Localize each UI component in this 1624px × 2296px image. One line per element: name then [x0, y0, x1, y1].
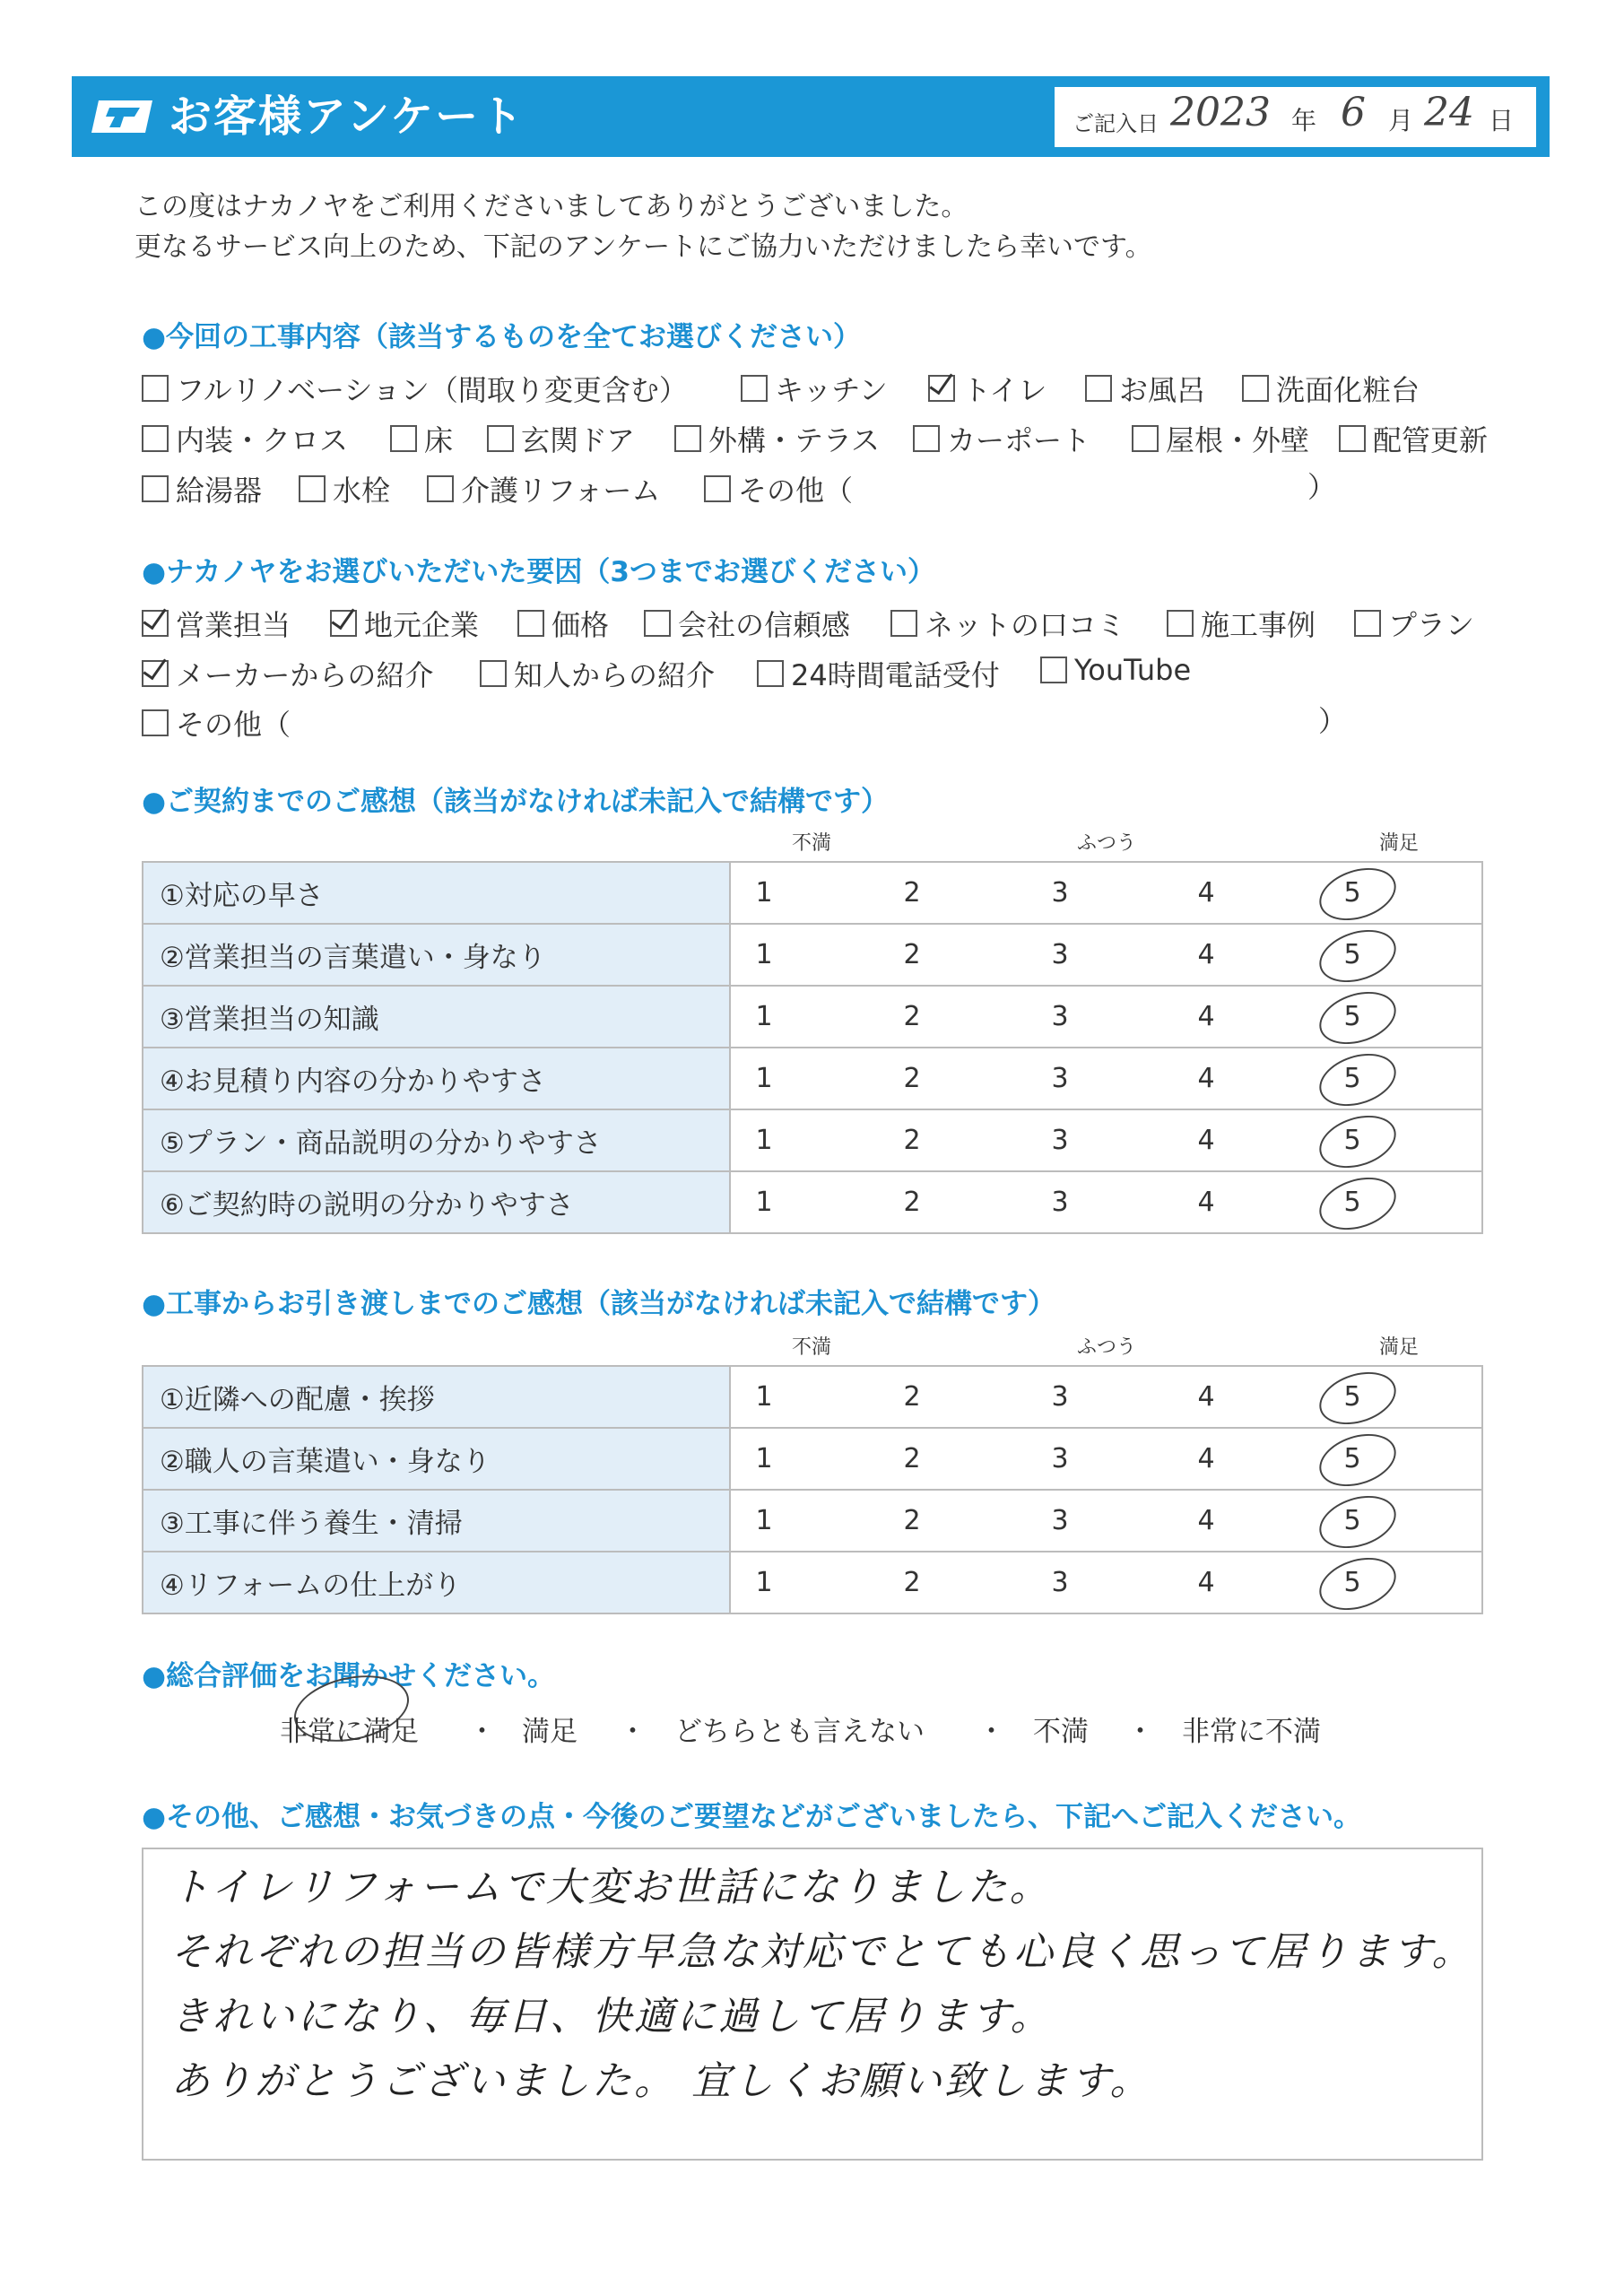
checkbox[interactable] [890, 610, 917, 637]
rating-option-4[interactable]: 4 [1197, 1001, 1215, 1032]
rating-option-2[interactable]: 2 [903, 1381, 921, 1413]
overall-option-very-satisfied[interactable]: 非常に満足 [280, 1716, 419, 1748]
rating-option-1[interactable]: 1 [755, 939, 773, 970]
rating-option-4[interactable]: 4 [1197, 1063, 1215, 1094]
reason-option-24h-phone[interactable]: 24時間電話受付 [757, 653, 1000, 694]
checkbox[interactable] [757, 660, 784, 687]
reason-section-title: ●ナカノヤをお選びいただいた要因（3つまでお選びください） [142, 556, 935, 588]
checkbox-checked[interactable] [142, 660, 169, 687]
checkbox[interactable] [142, 709, 169, 736]
checkbox[interactable] [1040, 657, 1067, 683]
date-day[interactable]: 24 [1424, 90, 1474, 135]
checkbox[interactable] [142, 375, 169, 402]
checkbox[interactable] [390, 425, 417, 452]
checkbox[interactable] [427, 475, 454, 502]
rating-option-5[interactable]: 5 [1343, 1443, 1361, 1474]
date-year[interactable]: 2023 [1170, 90, 1271, 135]
rating-row [143, 1110, 1481, 1172]
rating-question: ②営業担当の言葉遣い・身なり [143, 925, 731, 985]
checkbox[interactable] [644, 610, 671, 637]
overall-option-dissatisfied[interactable]: 不満 [1033, 1716, 1089, 1748]
rating-option-5[interactable]: 5 [1343, 1063, 1361, 1094]
rating-row [143, 987, 1481, 1048]
scale-mid-label: ふつう [1077, 832, 1137, 855]
rating-question: ②職人の言葉遣い・身なり [143, 1429, 731, 1489]
checkbox[interactable] [741, 375, 768, 402]
rating-question: ③工事に伴う養生・清掃 [143, 1491, 731, 1551]
rating-option-4[interactable]: 4 [1197, 877, 1215, 909]
rating-option-3[interactable]: 3 [1051, 1063, 1069, 1094]
rating-row [143, 1429, 1481, 1491]
rating-option-1[interactable]: 1 [755, 1505, 773, 1536]
rating-option-3[interactable]: 3 [1051, 1125, 1069, 1156]
work-option-exterior[interactable]: 外構・テラス [674, 418, 880, 459]
contract-section-title: ●ご契約までのご感想（該当がなければ未記入で結構です） [142, 786, 890, 818]
rating-option-3[interactable]: 3 [1051, 1001, 1069, 1032]
checkbox[interactable] [704, 475, 731, 502]
checkbox-checked[interactable] [142, 610, 169, 637]
checkbox[interactable] [1085, 375, 1112, 402]
checkbox[interactable] [913, 425, 940, 452]
rating-option-5[interactable]: 5 [1343, 939, 1361, 970]
rating-option-4[interactable]: 4 [1197, 1187, 1215, 1218]
work-option-entrance-door[interactable]: 玄関ドア [487, 418, 635, 459]
reason-option-youtube[interactable]: YouTube [1040, 653, 1191, 687]
comment-line-3: きれいになり、毎日、快適に過して居ります。 [170, 1994, 1053, 2039]
day-unit: 日 [1489, 106, 1515, 135]
rating-option-4[interactable]: 4 [1197, 939, 1215, 970]
comment-line-4: ありがとうございました。 宜しくお願い致します。 [170, 2058, 1152, 2104]
page-title: お客様アンケート [169, 91, 525, 142]
overall-option-neutral[interactable]: どちらとも言えない [674, 1716, 925, 1748]
rating-option-3[interactable]: 3 [1051, 1443, 1069, 1474]
rating-option-5[interactable]: 5 [1343, 1505, 1361, 1536]
rating-option-3[interactable]: 3 [1051, 1505, 1069, 1536]
rating-option-2[interactable]: 2 [903, 1063, 921, 1094]
rating-option-2[interactable]: 2 [903, 1443, 921, 1474]
checkbox[interactable] [1354, 610, 1381, 637]
rating-option-2[interactable]: 2 [903, 939, 921, 970]
reason-option-local-company[interactable]: 地元企業 [330, 603, 479, 644]
contract-rating-table [142, 861, 1483, 1234]
rating-option-1[interactable]: 1 [755, 877, 773, 909]
work-option-other[interactable]: その他（ [704, 468, 853, 509]
work-option-care-reform[interactable]: 介護リフォーム [427, 468, 660, 509]
rating-row [143, 1552, 1481, 1613]
rating-option-3[interactable]: 3 [1051, 1187, 1069, 1218]
work-option-floor[interactable]: 床 [390, 418, 453, 459]
rating-option-4[interactable]: 4 [1197, 1443, 1215, 1474]
rating-option-1[interactable]: 1 [755, 1187, 773, 1218]
rating-question: ①近隣への配慮・挨拶 [143, 1367, 731, 1427]
rating-row [143, 1048, 1481, 1110]
rating-option-4[interactable]: 4 [1197, 1567, 1215, 1598]
checkbox-checked[interactable] [330, 610, 357, 637]
rating-option-1[interactable]: 1 [755, 1125, 773, 1156]
rating-option-2[interactable]: 2 [903, 1567, 921, 1598]
rating-option-5[interactable]: 5 [1343, 1125, 1361, 1156]
year-unit: 年 [1291, 106, 1317, 135]
work-option-bath[interactable]: お風呂 [1085, 368, 1205, 409]
rating-option-4[interactable]: 4 [1197, 1381, 1215, 1413]
reason-option-sales-rep[interactable]: 営業担当 [142, 603, 291, 644]
rating-option-2[interactable]: 2 [903, 1187, 921, 1218]
scale-high-label: 満足 [1379, 832, 1420, 855]
intro-line-1: この度はナカノヤをご利用くださいましてありがとうございました。 [135, 191, 968, 222]
reason-option-other[interactable]: その他（ [142, 702, 291, 744]
rating-question: ④お見積り内容の分かりやすさ [143, 1048, 731, 1109]
rating-option-5[interactable]: 5 [1343, 1187, 1361, 1218]
comments-section-title: ●その他、ご感想・お気づきの点・今後のご要望などがございましたら、下記へご記入ください。 [142, 1801, 1362, 1833]
rating-question: ⑤プラン・商品説明の分かりやすさ [143, 1110, 731, 1170]
rating-option-2[interactable]: 2 [903, 1125, 921, 1156]
scale-low-label: 不満 [792, 1336, 832, 1359]
checkbox[interactable] [1167, 610, 1194, 637]
separator: ・ [619, 1716, 647, 1748]
company-logo-icon [90, 97, 154, 136]
work-option-roof-wall[interactable]: 屋根・外壁 [1132, 418, 1309, 459]
work-option-full-renovation[interactable]: フルリノベーション（間取り変更含む） [142, 368, 688, 409]
checkbox[interactable] [487, 425, 514, 452]
reason-option-plan[interactable]: プラン [1354, 603, 1474, 644]
rating-option-1[interactable]: 1 [755, 1063, 773, 1094]
intro-line-2: 更なるサービス向上のため、下記のアンケートにご協力いただけましたら幸いです。 [135, 231, 1152, 263]
checkbox[interactable] [517, 610, 544, 637]
rating-question: ①対応の早さ [143, 863, 731, 923]
checkbox[interactable] [1242, 375, 1269, 402]
rating-option-3[interactable]: 3 [1051, 939, 1069, 970]
rating-option-4[interactable]: 4 [1197, 1125, 1215, 1156]
work-option-carport[interactable]: カーポート [913, 418, 1090, 459]
rating-option-1[interactable]: 1 [755, 1381, 773, 1413]
comment-line-2: それぞれの担当の皆様方早急な対応でとても心良く思って居ります。 [170, 1929, 1474, 1975]
overall-option-very-dissatisfied[interactable]: 非常に不満 [1182, 1716, 1321, 1748]
work-option-piping[interactable]: 配管更新 [1339, 418, 1488, 459]
reason-option-trust[interactable]: 会社の信頼感 [644, 603, 850, 644]
rating-option-4[interactable]: 4 [1197, 1505, 1215, 1536]
reason-other-close-paren: ） [1318, 704, 1348, 738]
checkbox[interactable] [480, 660, 507, 687]
rating-option-1[interactable]: 1 [755, 1001, 773, 1032]
work-option-faucet[interactable]: 水栓 [299, 468, 390, 509]
rating-row [143, 1367, 1481, 1429]
rating-option-5[interactable]: 5 [1343, 1381, 1361, 1413]
work-option-water-heater[interactable]: 給湯器 [142, 468, 262, 509]
rating-option-3[interactable]: 3 [1051, 1567, 1069, 1598]
month-unit: 月 [1388, 106, 1414, 135]
rating-row [143, 1172, 1481, 1232]
construction-rating-table [142, 1365, 1483, 1614]
reason-option-maker-referral[interactable]: メーカーからの紹介 [142, 653, 433, 694]
scale-low-label: 不満 [792, 832, 832, 855]
rating-option-2[interactable]: 2 [903, 1001, 921, 1032]
work-other-close-paren: ） [1307, 470, 1337, 504]
checkbox[interactable] [142, 425, 169, 452]
reason-option-price[interactable]: 価格 [517, 603, 609, 644]
reason-option-case-studies[interactable]: 施工事例 [1167, 603, 1316, 644]
rating-option-5[interactable]: 5 [1343, 877, 1361, 909]
separator: ・ [468, 1716, 496, 1748]
rating-option-1[interactable]: 1 [755, 1443, 773, 1474]
rating-option-1[interactable]: 1 [755, 1567, 773, 1598]
rating-question: ③営業担当の知識 [143, 987, 731, 1047]
overall-section-title: ●総合評価をお聞かせください。 [142, 1660, 556, 1692]
date-month[interactable]: 6 [1341, 90, 1366, 135]
work-option-toilet[interactable]: トイレ [928, 368, 1046, 409]
work-option-kitchen[interactable]: キッチン [741, 368, 888, 409]
checkbox[interactable] [299, 475, 326, 502]
checkbox[interactable] [1132, 425, 1159, 452]
rating-row [143, 1491, 1481, 1552]
work-option-washstand[interactable]: 洗面化粧台 [1242, 368, 1420, 409]
rating-option-3[interactable]: 3 [1051, 877, 1069, 909]
rating-option-5[interactable]: 5 [1343, 1567, 1361, 1598]
rating-option-2[interactable]: 2 [903, 877, 921, 909]
work-option-interior[interactable]: 内装・クロス [142, 418, 348, 459]
rating-option-3[interactable]: 3 [1051, 1381, 1069, 1413]
separator: ・ [977, 1716, 1005, 1748]
checkbox-checked[interactable] [928, 375, 955, 402]
rating-option-2[interactable]: 2 [903, 1505, 921, 1536]
separator: ・ [1126, 1716, 1154, 1748]
rating-option-5[interactable]: 5 [1343, 1001, 1361, 1032]
rating-question: ④リフォームの仕上がり [143, 1552, 731, 1613]
checkbox[interactable] [1339, 425, 1366, 452]
overall-option-satisfied[interactable]: 満足 [522, 1716, 578, 1748]
date-label: ご記入日 [1073, 111, 1159, 136]
scale-mid-label: ふつう [1077, 1336, 1137, 1359]
rating-question: ⑥ご契約時の説明の分かりやすさ [143, 1172, 731, 1232]
work-section-title: ●今回の工事内容（該当するものを全てお選びください） [142, 321, 862, 353]
rating-row [143, 863, 1481, 925]
reason-option-acquaintance[interactable]: 知人からの紹介 [480, 653, 715, 694]
rating-row [143, 925, 1481, 987]
reason-option-online-reviews[interactable]: ネットの口コミ [890, 603, 1125, 644]
checkbox[interactable] [142, 475, 169, 502]
scale-high-label: 満足 [1379, 1336, 1420, 1359]
construction-section-title: ●工事からお引き渡しまでのご感想（該当がなければ未記入で結構です） [142, 1288, 1056, 1320]
comment-line-1: トイレリフォームで大変お世話になりました。 [170, 1865, 1052, 1910]
checkbox[interactable] [674, 425, 701, 452]
